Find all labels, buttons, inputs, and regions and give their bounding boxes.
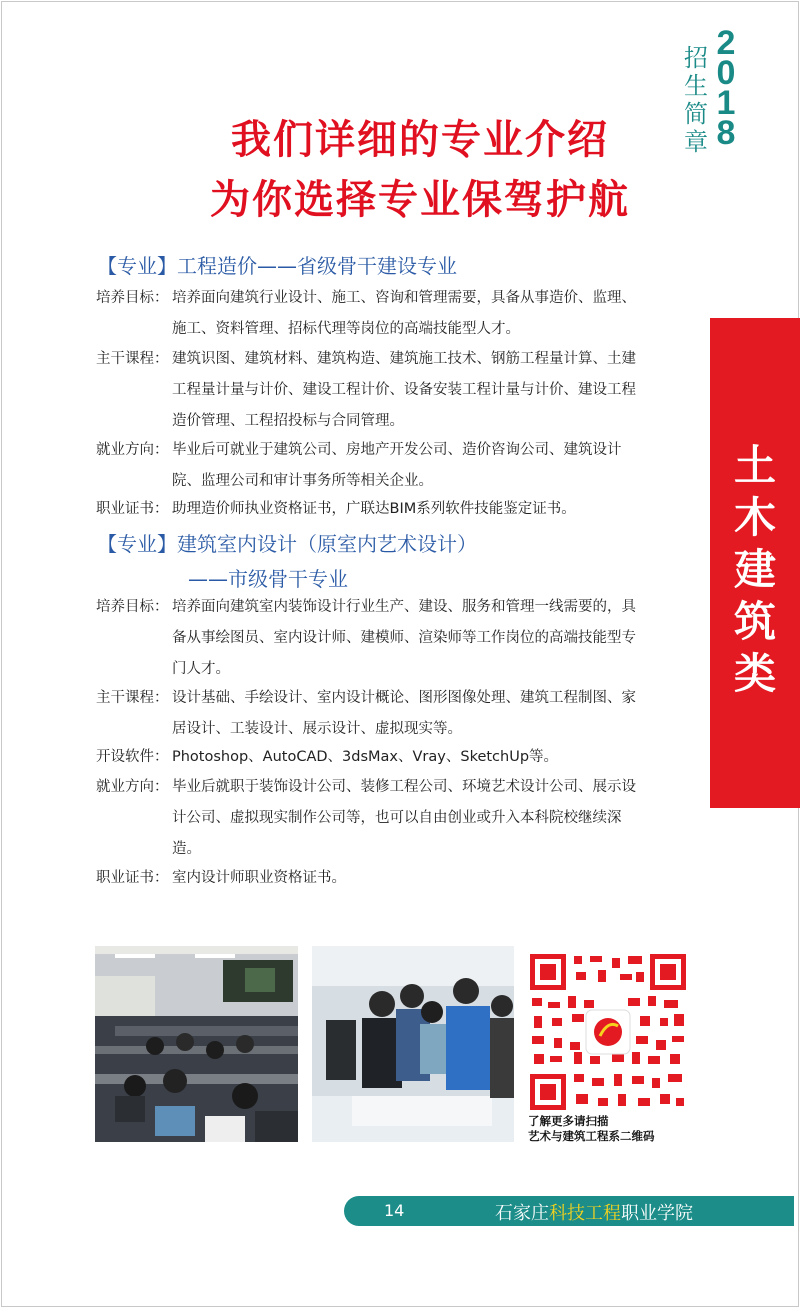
field-line: 毕业后可就业于建筑公司、房地产开发公司、造价咨询公司、建筑设计 [172, 442, 622, 458]
field-label: 培养目标： [96, 290, 169, 306]
major-1-title: 【专业】工程造价——省级骨干建设专业 [97, 254, 457, 278]
brochure-label [683, 44, 709, 156]
year-digit: 2 [716, 24, 736, 62]
year-digit: 0 [716, 54, 736, 92]
headline-line-1: 我们详细的专业介绍 [231, 117, 609, 163]
major-2-certificate [96, 863, 688, 894]
footer-bar [344, 1196, 794, 1226]
year-badge [711, 24, 741, 152]
field-label: 主干课程： [96, 351, 169, 367]
year-digit: 1 [716, 84, 736, 122]
field-line: Photoshop、AutoCAD、3dsMax、Vray、SketchUp等。 [172, 749, 559, 765]
brochure-char: 章 [684, 128, 708, 156]
category-char: 土 [733, 441, 776, 490]
major-1-goal [96, 283, 688, 345]
qr-code[interactable] [528, 952, 688, 1112]
field-line: 设计基础、手绘设计、室内设计概论、图形图像处理、建筑工程制图、家 [172, 690, 636, 706]
field-line: 门人才。 [172, 661, 230, 677]
field-label: 就业方向： [96, 442, 169, 458]
page-number: 14 [384, 1201, 405, 1220]
field-line: 建筑识图、建筑材料、建筑构造、建筑施工技术、钢筋工程量计算、土建 [172, 351, 636, 367]
field-line: 培养面向建筑行业设计、施工、咨询和管理需要，具备从事造价、监理、 [172, 290, 636, 306]
computer-lab-illustration [95, 946, 298, 1142]
field-label: 职业证书： [96, 501, 169, 517]
category-sidebar [710, 318, 800, 808]
field-label: 培养目标： [96, 599, 169, 615]
field-line: 院、监理公司和审计事务所等相关企业。 [172, 473, 433, 489]
qr-caption-line-2: 艺术与建筑工程系二维码 [528, 1129, 655, 1143]
school-name-highlight: 科技工程 [549, 1203, 621, 1224]
field-line: 造。 [172, 841, 201, 857]
major-2-software [96, 742, 688, 773]
major-1-career [96, 435, 688, 497]
field-line: 居设计、工装设计、展示设计、虚拟现实等。 [172, 721, 462, 737]
brochure-char: 招 [684, 44, 708, 72]
school-name-suffix: 职业学院 [621, 1203, 693, 1224]
qr-code-graphic [528, 952, 688, 1112]
year-digit: 8 [716, 114, 736, 152]
category-char: 建 [733, 545, 776, 594]
field-line: 造价管理、工程招投标与合同管理。 [172, 413, 404, 429]
headline-line-2: 为你选择专业保驾护航 [210, 177, 630, 223]
brochure-char: 简 [684, 100, 708, 128]
computer-lab-photo [95, 946, 298, 1142]
category-label [710, 440, 800, 700]
qr-caption [528, 1114, 698, 1144]
brochure-char: 生 [684, 72, 708, 100]
field-line: 备从事绘图员、室内设计师、建模师、渲染师等工作岗位的高端技能型专 [172, 630, 636, 646]
field-label: 职业证书： [96, 870, 169, 886]
qr-caption-line-1: 了解更多请扫描 [528, 1114, 609, 1128]
field-line: 室内设计师职业资格证书。 [172, 870, 346, 886]
field-label: 主干课程： [96, 690, 169, 706]
students-photo [312, 946, 514, 1142]
school-name [495, 1199, 693, 1225]
major-1-certificate [96, 494, 688, 525]
field-line: 工程量计量与计价、建设工程计价、设备安装工程计量与计价、建设工程 [172, 382, 636, 398]
field-line: 计公司、虚拟现实制作公司等，也可以自由创业或升入本科院校继续深 [172, 810, 622, 826]
major-1-courses [96, 344, 688, 437]
major-2-goal [96, 592, 688, 685]
school-name-prefix: 石家庄 [495, 1203, 549, 1224]
field-line: 毕业后就职于装饰设计公司、装修工程公司、环境艺术设计公司、展示设 [172, 779, 636, 795]
field-line: 培养面向建筑室内装饰设计行业生产、建设、服务和管理一线需要的，具 [172, 599, 636, 615]
category-char: 木 [733, 493, 776, 542]
major-2-title: 【专业】建筑室内设计（原室内艺术设计） [97, 532, 477, 556]
category-char: 筑 [733, 597, 776, 646]
field-line: 助理造价师执业资格证书，广联达BIM系列软件技能鉴定证书。 [172, 501, 576, 517]
field-line: 施工、资料管理、招标代理等岗位的高端技能型人才。 [172, 321, 520, 337]
major-2-courses [96, 683, 688, 745]
category-char: 类 [733, 649, 776, 698]
field-label: 就业方向： [96, 779, 169, 795]
students-illustration [312, 946, 514, 1142]
major-2-career [96, 772, 688, 865]
field-label: 开设软件： [96, 749, 169, 765]
major-2-subtitle: ——市级骨干专业 [188, 567, 348, 591]
